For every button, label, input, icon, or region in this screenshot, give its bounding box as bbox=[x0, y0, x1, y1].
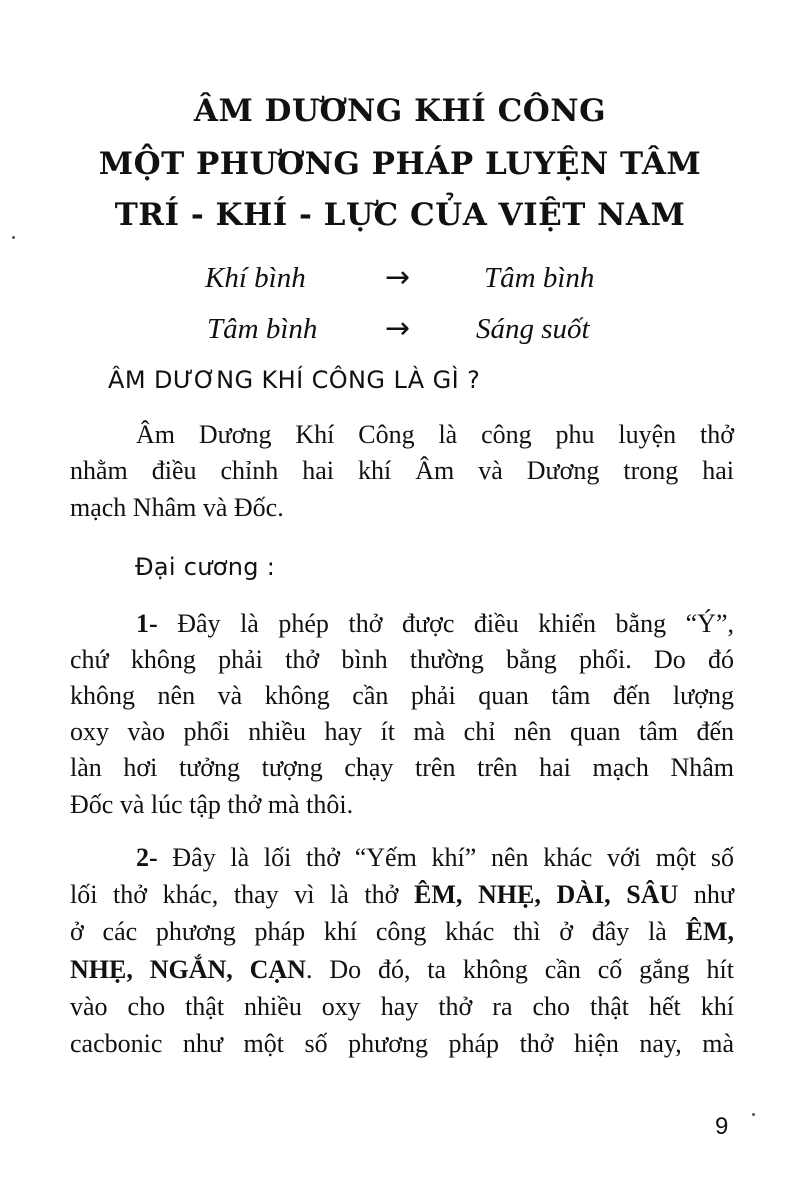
flow-1-arrow-icon: → bbox=[385, 260, 411, 295]
paragraph-2-line bbox=[136, 843, 734, 873]
intro-line: Âm Dương Khí Công là công phu luyện thở bbox=[136, 420, 734, 449]
paragraph-2-line bbox=[70, 955, 734, 985]
paragraph-2-text: Đây là lối thở “Yếm khí” nên khác với một số bbox=[172, 843, 734, 872]
emphasis-text: ÊM, NHẸ, DÀI, SÂU bbox=[414, 880, 679, 909]
title-line-3: TRÍ - KHÍ - LỰC CỦA VIỆT NAM bbox=[114, 197, 686, 233]
flow-2-to: Sáng suốt bbox=[476, 313, 590, 345]
paragraph-2-text: . Do đó, ta không cần cố gắng hít bbox=[305, 955, 734, 984]
paragraph-2-text: lối thở khác, thay vì là thở bbox=[70, 880, 415, 909]
paragraph-1-line bbox=[136, 609, 734, 639]
scan-speck bbox=[12, 236, 15, 239]
flow-2-arrow-icon: → bbox=[385, 311, 411, 346]
paragraph-2-line bbox=[70, 880, 734, 910]
scan-speck bbox=[752, 1113, 755, 1116]
paragraph-2-line bbox=[70, 917, 734, 947]
emphasis-text: ÊM, bbox=[685, 917, 734, 946]
intro-line: nhằm điều chỉnh hai khí Âm và Dương trong hai bbox=[70, 456, 734, 485]
page-number: 9 bbox=[715, 1113, 729, 1140]
item-number: 2- bbox=[136, 843, 158, 872]
paragraph-2-line: vào cho thật nhiều oxy hay thở ra cho thật hết khí bbox=[70, 992, 734, 1021]
subheading: Đại cương : bbox=[135, 553, 276, 581]
paragraph-1-line: oxy vào phổi nhiều hay ít mà chỉ nên quan tâm đến bbox=[70, 717, 734, 746]
paragraph-1-line: chứ không phải thở bình thường bằng phổi. Do đó bbox=[70, 645, 734, 674]
paragraph-1-line: không nên và không cần phải quan tâm đến lượng bbox=[70, 681, 734, 710]
intro-line: mạch Nhâm và Đốc. bbox=[70, 493, 284, 522]
flow-1-to: Tâm bình bbox=[484, 262, 595, 294]
paragraph-1-line: làn hơi tưởng tượng chạy trên trên hai mạch Nhâm bbox=[70, 753, 734, 782]
paragraph-1-line: Đốc và lúc tập thở mà thôi. bbox=[70, 790, 354, 819]
flow-2-from: Tâm bình bbox=[207, 313, 318, 345]
paragraph-2-text: ở các phương pháp khí công khác thì ở đây là bbox=[70, 917, 686, 946]
title-line-1: ÂM DƯƠNG KHÍ CÔNG bbox=[193, 93, 607, 129]
paragraph-1-text: Đây là phép thở được điều khiển bằng “Ý”, bbox=[177, 609, 734, 638]
emphasis-text: NHẸ, NGẮN, CẠN bbox=[70, 955, 306, 984]
title-line-2: MỘT PHƯƠNG PHÁP LUYỆN TÂM bbox=[98, 146, 702, 182]
section-heading: ÂM DƯƠNG KHÍ CÔNG LÀ GÌ ? bbox=[108, 366, 481, 394]
flow-1-from: Khí bình bbox=[205, 262, 306, 294]
item-number: 1- bbox=[136, 609, 158, 638]
paragraph-2-text: như bbox=[678, 880, 734, 909]
paragraph-2-line: cacbonic như một số phương pháp thở hiện nay, mà bbox=[70, 1029, 734, 1058]
